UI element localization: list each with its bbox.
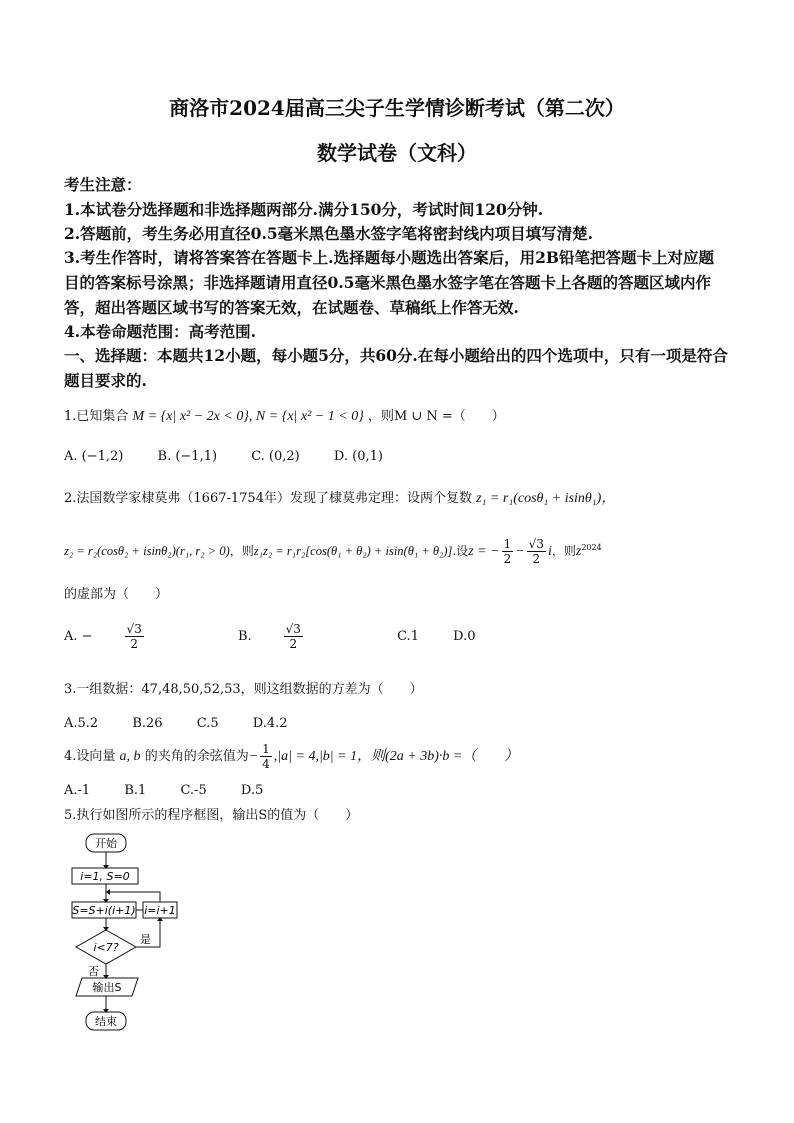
- q4-option-b: B.1: [124, 783, 147, 798]
- q2-then: ，则: [229, 544, 254, 558]
- question-5: 5.执行如图所示的程序框图，输出S的值为（ ）: [64, 808, 359, 823]
- q3-option-d: D.4.2: [252, 716, 288, 731]
- flow-init-label: i=1, S=0: [80, 870, 130, 883]
- q2-z-def: z = −: [468, 544, 500, 559]
- q4-text-a: 4.设向量: [64, 749, 116, 764]
- q4-option-a: A.-1: [64, 783, 91, 798]
- q2-option-a: A. − $\frac{√3}{2}$: [64, 622, 142, 651]
- q4-frac: $\frac{1}{4}$: [262, 742, 270, 771]
- q2-product: z₁z₂ = r₁r₂[cos(θ₁ + θ₂) + isin(θ₁ + θ₂)]: [253, 544, 453, 558]
- flow-step-label: S=S+i(i+1): [72, 904, 136, 917]
- exam-subtitle: 数学试卷（文科）: [317, 141, 477, 165]
- q3-option-c: C.5: [196, 716, 219, 731]
- q4-vectors: a, b: [119, 749, 141, 764]
- q2-options: [64, 622, 505, 651]
- question-3: 3.一组数据：47,48,50,52,53，则这组数据的方差为（ ）: [64, 682, 423, 697]
- q2-frac-half: $\frac{1}{2}$: [503, 537, 512, 566]
- q2-option-b: B. $\frac{√3}{2}$: [237, 622, 301, 651]
- notice-heading: 考生注意：: [64, 175, 142, 194]
- q1-suffix: ，则M ∪ N =（ ）: [367, 409, 505, 424]
- q2-let: .设: [452, 544, 469, 558]
- question-2-line-2: z₂ = r₂(cosθ₂ + isinθ₂)(r₁, r₂ > 0)，则z₁z₂ = r₁r₂[cos(θ₁ + θ₂) + isin(θ₁ + θ₂)].设z = − $\frac{1}{2}$ − $\frac{√3}{2}$ i，则$z^{2024}$: [64, 537, 602, 566]
- notice-item-3: 3.考生作答时，请将答案答在答题卡上.选择题每小题选出答案后，用2B铅笔把答题卡上对应题目的答案标号涂黑；非选择题请用直径0.5毫米黑色墨水签字笔在答题卡上各题的答题区域内作答，超出答题区域书写的答案无效，在试题卷、草稿纸上作答无效.: [64, 248, 714, 317]
- flow-end-label: 结束: [95, 1015, 117, 1028]
- q1-option-c: C. (0,2): [251, 449, 300, 464]
- q4-text-b: 的夹角的余弦值为: [144, 749, 249, 764]
- q4-option-c: C.-5: [180, 783, 207, 798]
- q2-z2: z₂ = r₂(cosθ₂ + isinθ₂)(r₁, r₂ > 0): [64, 544, 230, 558]
- flow-output-label: 输出S: [92, 981, 122, 994]
- program-flowchart: [60, 830, 190, 1035]
- flow-cond-label: i<7?: [93, 941, 119, 954]
- notice-item-4: 4.本卷命题范围：高考范围.: [64, 322, 257, 341]
- q1-prefix: 1.已知集合: [64, 409, 129, 424]
- q2-frac-sqrt3: $\frac{√3}{2}$: [528, 537, 544, 566]
- q4-option-d: D.5: [240, 783, 264, 798]
- q2-power: 2024: [581, 543, 602, 552]
- q4-options: [64, 783, 293, 798]
- flow-start-label: 开始: [95, 837, 117, 850]
- exam-title: 商洛市2024届高三尖子生学情诊断考试（第二次）: [169, 96, 625, 120]
- flow-no-label: 否: [88, 965, 99, 978]
- question-4: 4.设向量 a, b 的夹角的余弦值为− $\frac{1}{4}$ ,|a| = 4,|b| = 1，则(2a + 3b)·b =（ ）: [64, 742, 519, 771]
- q2-option-d: D.0: [453, 629, 476, 644]
- q2-z1: z₁ = r₁(cosθ₁ + isinθ₁)，: [476, 491, 616, 506]
- q2-line-3: 的虚部为（ ）: [64, 587, 169, 602]
- q3-option-a: A.5.2: [64, 716, 99, 731]
- q4-text-c: ,|a| = 4,|b| = 1，则(2a + 3b)·b =（ ）: [273, 749, 519, 764]
- q1-option-a: A. (−1,2): [64, 449, 124, 464]
- q3-options: [64, 716, 318, 731]
- flow-yes-label: 是: [140, 933, 151, 946]
- question-1: [64, 408, 728, 426]
- notice-item-1: 1.本试卷分选择题和非选择题两部分.满分150分，考试时间120分钟.: [64, 200, 544, 219]
- section-heading: 一、选择题：本题共12小题，每小题5分，共60分.在每小题给出的四个选项中，只有一项是符合题目要求的.: [64, 346, 728, 390]
- q2-intro: 2.法国数学家棣莫弗（1667-1754年）发现了棣莫弗定理：设两个复数: [64, 491, 472, 506]
- q2-option-c: C.1: [397, 629, 419, 644]
- flow-inc-label: i=i+1: [144, 904, 176, 917]
- q1-options: [64, 449, 413, 464]
- q3-option-b: B.26: [132, 716, 163, 731]
- q1-option-b: B. (−1,1): [157, 449, 218, 464]
- notice-item-2: 2.答题前，考生务必用直径0.5毫米黑色墨水签字笔将密封线内项目填写清楚.: [64, 224, 594, 243]
- q1-sets: M = {x| x² − 2x < 0}, N = {x| x² − 1 < 0}: [132, 409, 364, 424]
- question-2-line-1: [64, 490, 728, 508]
- q1-option-d: D. (0,1): [333, 449, 383, 464]
- q2-then-2: ，则: [551, 544, 576, 558]
